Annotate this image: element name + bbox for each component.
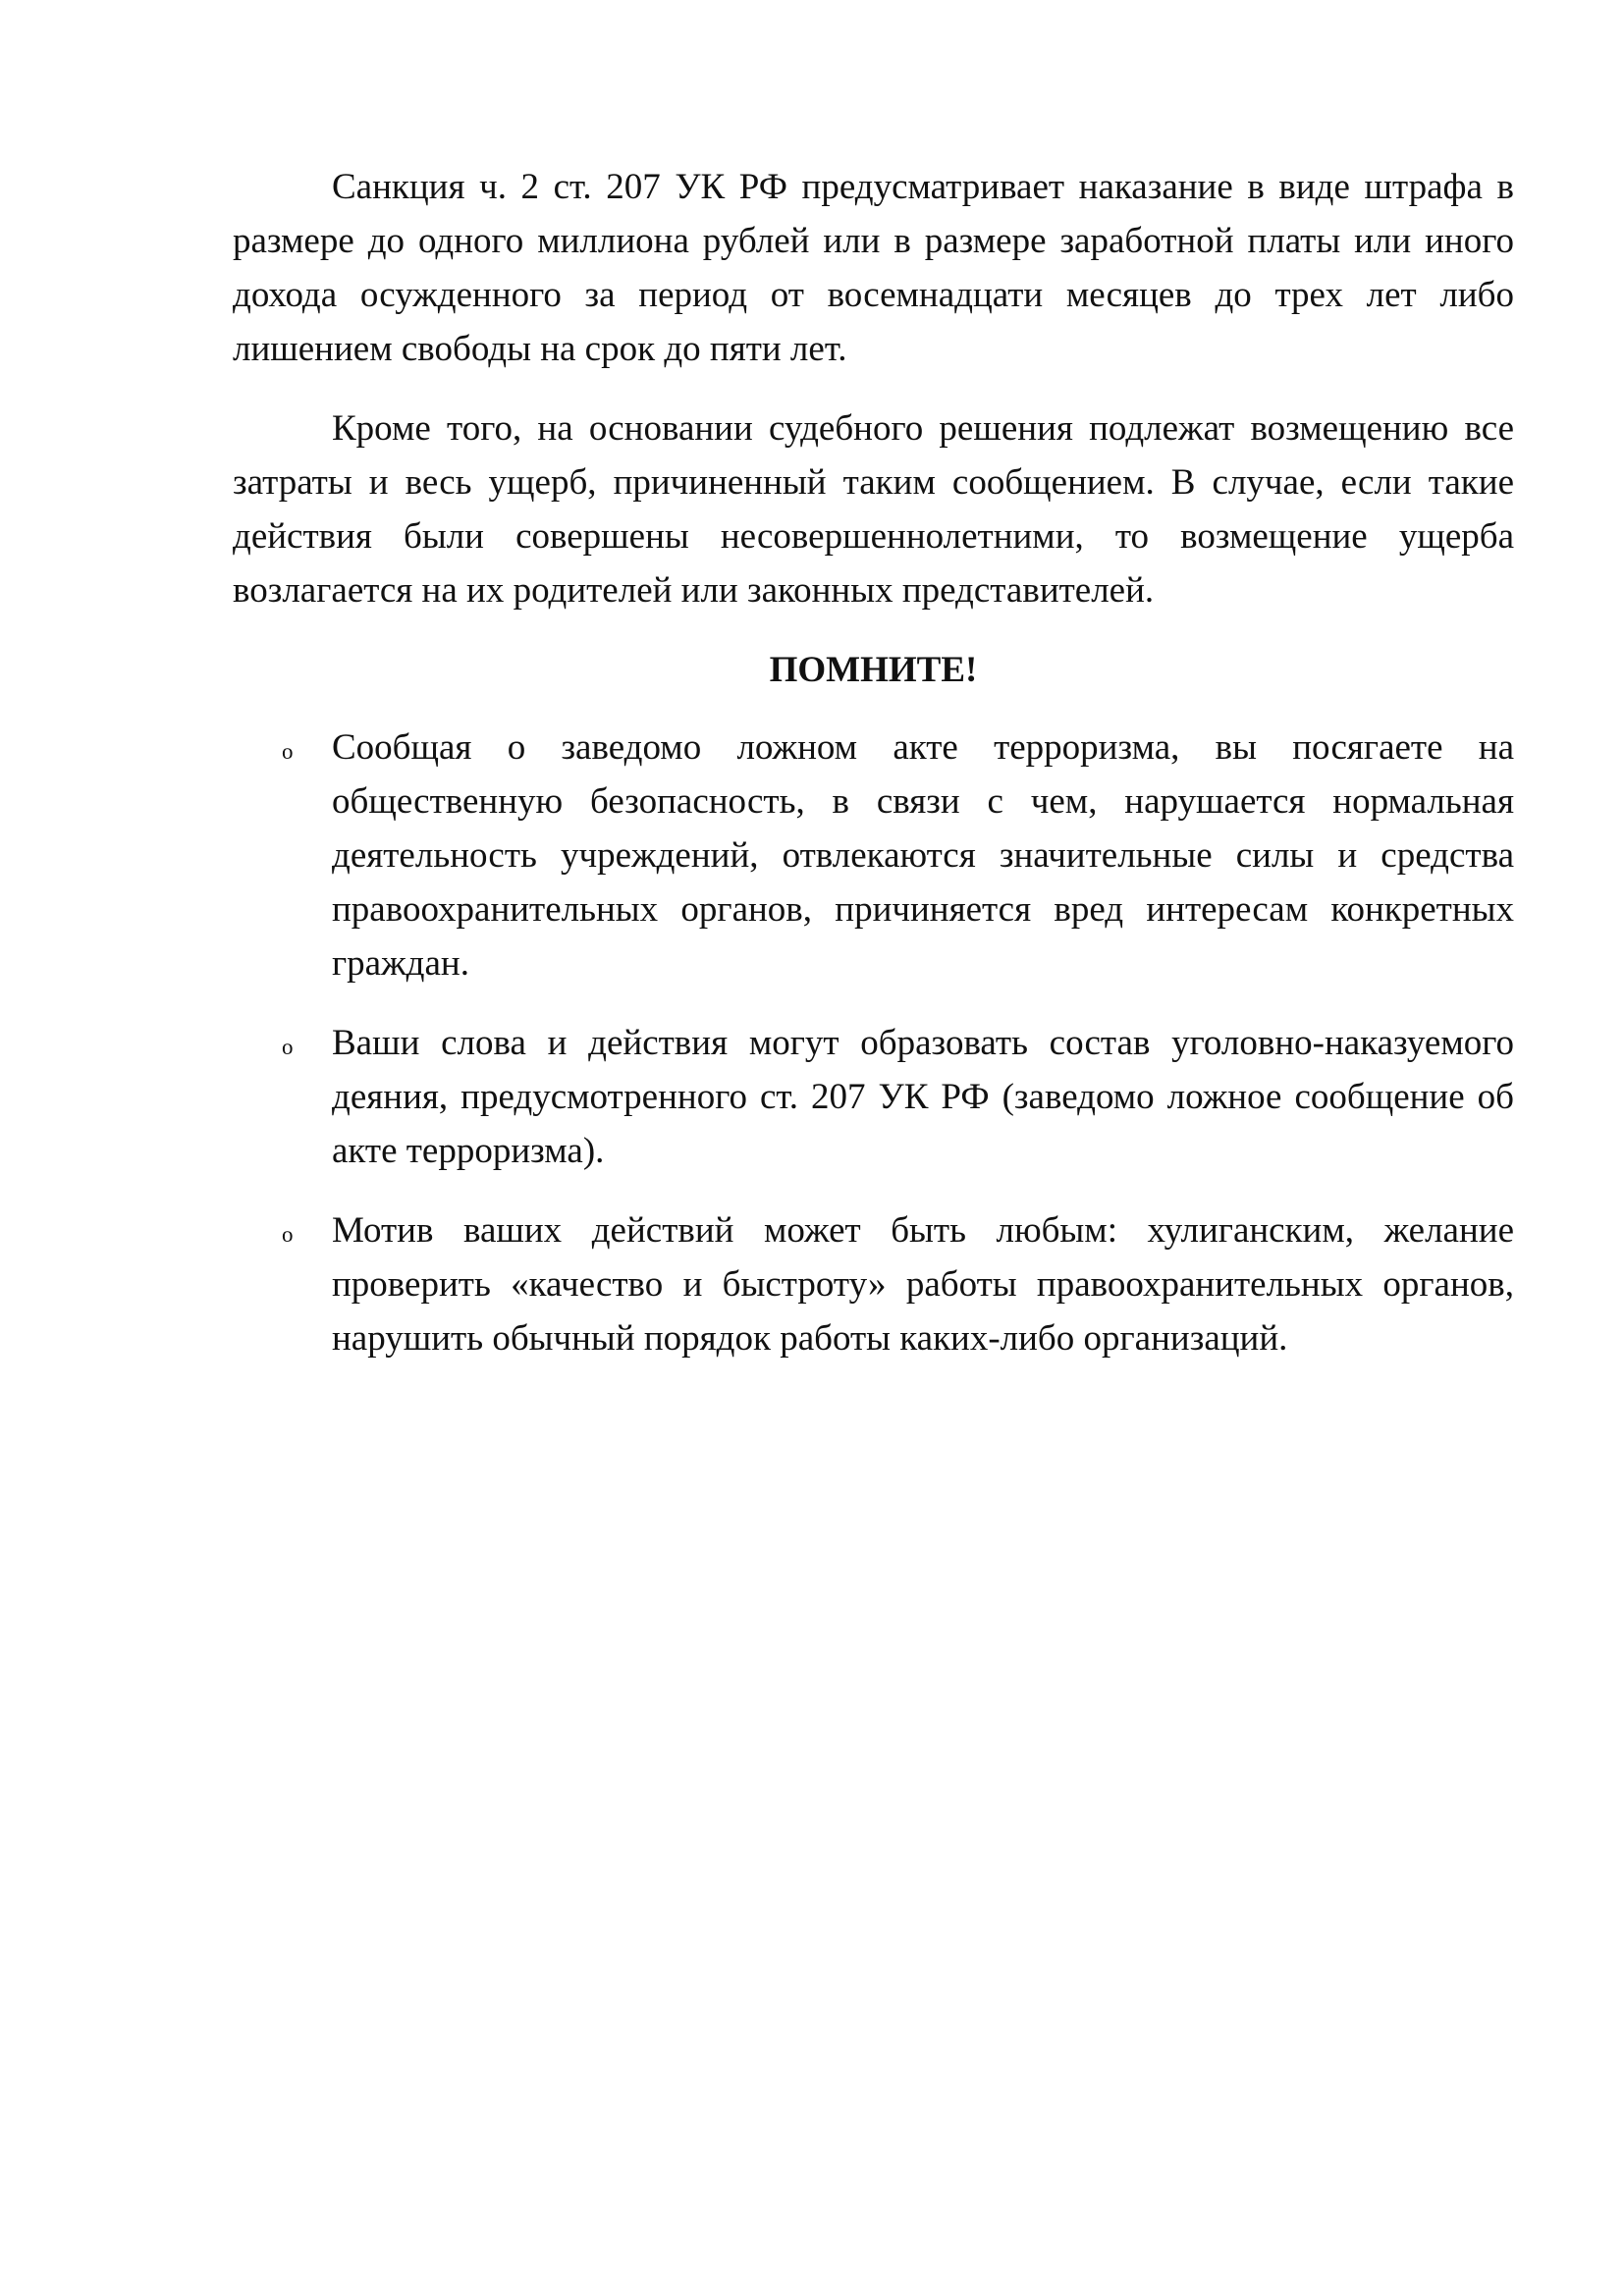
bullet-circle-icon: o — [282, 739, 294, 764]
bullet-circle-icon: o — [282, 1222, 294, 1247]
paragraph-damages: Кроме того, на основании судебного решения подлежат возмещению все затраты и весь ущерб, причиненный таким сообщением. В случае, если такие действия были совершены несовершеннолетними, то возмещение ущерба возлагается на их родителей или законных представителей. — [233, 408, 1514, 611]
list-item — [233, 1016, 1514, 1178]
paragraph-sanction: Санкция ч. 2 ст. 207 УК РФ предусматривает наказание в виде штрафа в размере до одного миллиона рублей или в размере заработной платы или иного дохода осужденного за период от восемнадцати месяцев до трех лет либо лишением свободы на срок до пяти лет. — [233, 167, 1514, 369]
list-item-text: Сообщая о заведомо ложном акте терроризма, вы посягаете на общественную безопасность, в связи с чем, нарушается нормальная деятельность учреждений, отвлекаются значительные силы и средства правоохранительных органов, причиняется вред интересам конкретных граждан. — [332, 727, 1514, 984]
list-item — [233, 721, 1514, 990]
reminder-list — [233, 721, 1514, 1365]
list-item-text: Ваши слова и действия могут образовать состав уголовно-наказуемого деяния, предусмотренного ст. 207 УК РФ (заведомо ложное сообщение об акте терроризма). — [332, 1023, 1514, 1171]
list-item-text: Мотив ваших действий может быть любым: хулиганским, желание проверить «качество и быстроту» работы правоохранительных органов, нарушить обычный порядок работы каких-либо организаций. — [332, 1210, 1514, 1359]
heading-remember: ПОМНИТЕ! — [769, 650, 978, 690]
document-body — [233, 160, 1514, 1391]
list-item — [233, 1203, 1514, 1365]
bullet-circle-icon: o — [282, 1035, 294, 1059]
